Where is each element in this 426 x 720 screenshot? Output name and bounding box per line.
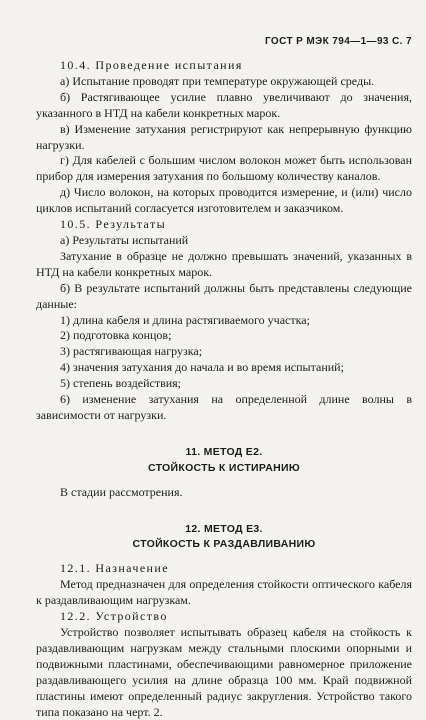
section-12-2-title: 12.2. Устройство — [60, 609, 168, 624]
list-item-5: 5) степень воздействия; — [60, 376, 182, 391]
paragraph-12-2-text: Устройство позволяет испытывать образец кабеля на стойкость к раздавливающим нагрузкам между стальными плоскими опорными и подвижными пластинами, обеспечивающими равномерное приложение раздавливающего усилия на длине образца 100 мм. Край подвижной пластины имеют определенный радиус закругления. Устройство такого типа показано на черт. 2. — [36, 625, 412, 719]
page-header: ГОСТ Р МЭК 794—1—93 С. 7 — [264, 36, 412, 47]
paragraph-12-1-text: Метод предназначен для определения стойкости оптического кабеля к раздавливающим нагрузкам. — [36, 577, 412, 608]
section-11-title: СТОЙКОСТЬ К ИСТИРАНИЮ — [147, 461, 301, 474]
list-item-4: 4) значения затухания до начала и во время испытаний; — [60, 360, 344, 375]
paragraph-11-text: В стадии рассмотрения. — [60, 484, 183, 499]
section-10-4-title: 10.4. Проведение испытания — [60, 58, 243, 72]
paragraph-10-4-a: а) Испытание проводят при температуре окружающей среды. — [60, 73, 375, 88]
list-item-6: 6) изменение затухания на определенной длине волны в зависимости от нагрузки. — [36, 392, 412, 422]
paragraph-10-4-v: в) Изменение затухания регистрируют как непрерывную функцию нагрузки. — [36, 121, 412, 152]
paragraph-10-5-a-text: Затухание в образце не должно превышать значений, указанных в НТД на кабели конкретных марок. — [36, 248, 412, 279]
paragraph-10-5-b: б) В результате испытаний должны быть представлены следующие данные: — [36, 280, 412, 311]
page-content — [36, 58, 412, 720]
list-item-2: 2) подготовка концов; — [60, 328, 172, 343]
list-item-1: 1) длина кабеля и длина растягиваемого участка; — [60, 312, 310, 327]
paragraph-10-5-a: а) Результаты испытаний — [60, 232, 189, 247]
section-10-5-title: 10.5. Результаты — [60, 217, 167, 232]
section-12-method: 12. МЕТОД Е3. — [185, 522, 263, 535]
list-item-3: 3) растягивающая нагрузка; — [60, 344, 203, 359]
paragraph-10-4-b: б) Растягивающее усилие плавно увеличивают до значения, указанного в НТД на кабели конкретных марок. — [36, 89, 412, 120]
section-11-method: 11. МЕТОД Е2. — [185, 445, 263, 458]
paragraph-10-4-g: г) Для кабелей с большим числом волокон может быть использован прибор для измерения затухания по большому количеству каналов. — [36, 153, 412, 184]
paragraph-10-4-d: д) Число волокон, на которых проводится измерение, и (или) число циклов испытаний согласуется изготовителем и заказчиком. — [36, 185, 412, 216]
section-12-1-title: 12.1. Назначение — [60, 561, 169, 576]
section-12-title: СТОЙКОСТЬ К РАЗДАВЛИВАНИЮ — [132, 538, 316, 551]
